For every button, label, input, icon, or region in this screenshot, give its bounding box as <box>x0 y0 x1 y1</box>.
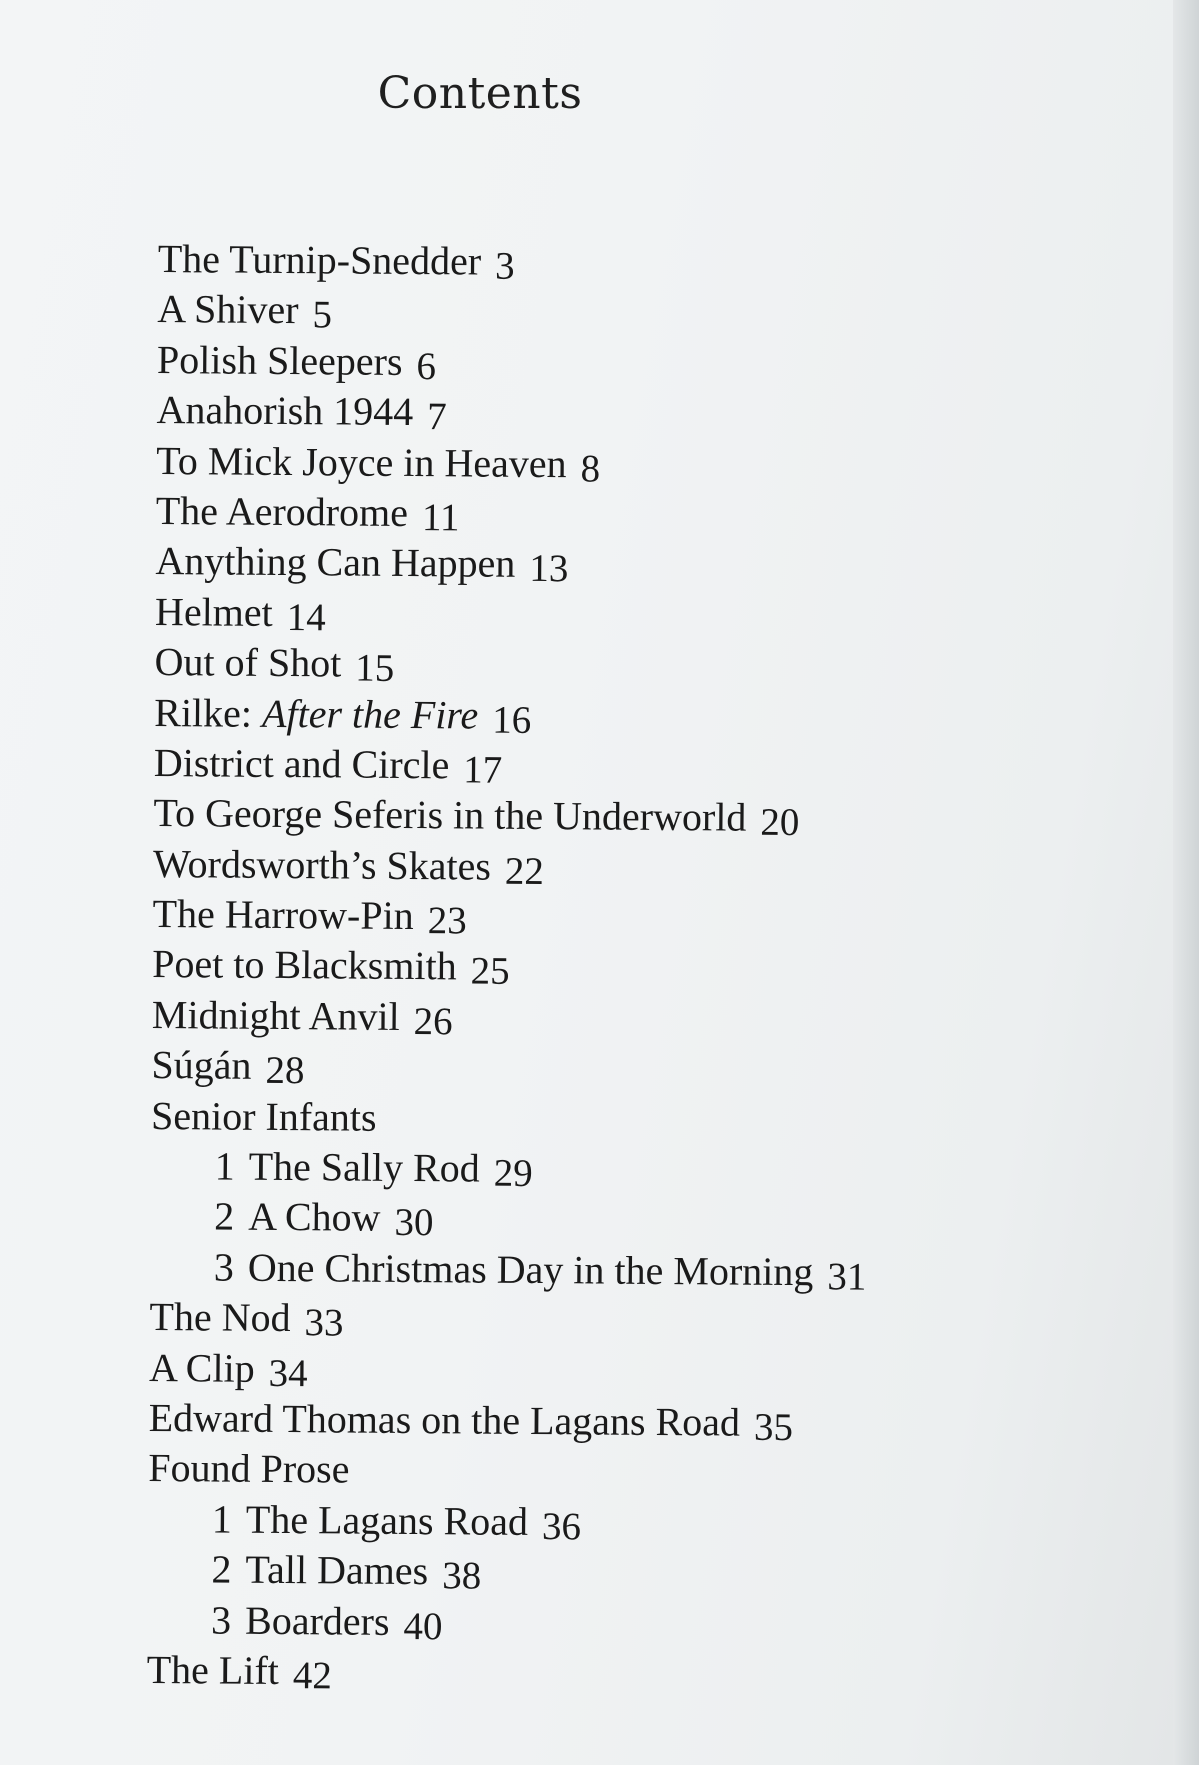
toc-entry <box>149 1292 1069 1350</box>
toc-entry <box>153 839 1073 897</box>
entry-page-number: 13 <box>529 547 569 591</box>
toc-entry <box>154 738 1074 796</box>
entry-page-number: 30 <box>394 1201 434 1245</box>
entry-page-number: 3 <box>494 244 515 288</box>
entry-title: A Clip <box>148 1344 255 1391</box>
section-title: Found Prose <box>148 1445 350 1492</box>
subentry-number: 1 <box>211 1496 233 1542</box>
entry-page-number: 31 <box>827 1255 867 1299</box>
toc-subentry <box>147 1544 1067 1602</box>
toc-subentry <box>150 1242 1070 1300</box>
entry-title: Tall Dames <box>245 1546 429 1594</box>
entry-page-number: 6 <box>416 344 437 388</box>
toc-entry <box>147 1645 1067 1703</box>
entry-title: To Mick Joyce in Heaven <box>156 437 567 486</box>
toc-entry <box>157 284 1077 342</box>
subentry-number: 2 <box>211 1546 232 1592</box>
contents-heading: Contents <box>377 68 583 119</box>
entry-title: The Aerodrome <box>155 487 409 535</box>
toc-section <box>148 1443 1068 1501</box>
entry-page-number: 36 <box>541 1504 582 1549</box>
entry-title: A Chow <box>248 1194 381 1241</box>
toc-subentry <box>148 1494 1068 1552</box>
entry-title: A Shiver <box>157 286 299 333</box>
entry-title: Edward Thomas on the Lagans Road <box>148 1394 741 1445</box>
entry-page-number: 17 <box>463 748 503 792</box>
toc-entry <box>152 889 1072 947</box>
entry-page-number: 5 <box>312 293 333 337</box>
entry-title: The Harrow-Pin <box>152 891 414 939</box>
entry-title: The Turnip-Snedder <box>157 235 482 284</box>
toc-entry <box>156 486 1076 544</box>
entry-title: Rilke: <box>154 689 253 736</box>
subentry-number: 2 <box>214 1193 235 1240</box>
entry-page-number: 22 <box>504 849 545 893</box>
toc-subentry <box>147 1595 1067 1653</box>
toc-entry <box>156 436 1076 494</box>
entry-title: Polish Sleepers <box>156 336 403 384</box>
entry-page-number: 35 <box>753 1405 794 1450</box>
toc-entry <box>157 335 1077 393</box>
toc-entry <box>156 385 1076 443</box>
toc-entry <box>155 587 1075 645</box>
entry-page-number: 40 <box>403 1604 443 1648</box>
entry-title: One Christmas Day in the Morning <box>247 1244 814 1294</box>
entry-title: Súgán <box>151 1042 252 1089</box>
subentry-number: 3 <box>210 1597 232 1643</box>
toc-entry <box>152 990 1072 1048</box>
entry-title: Midnight Anvil <box>151 991 400 1039</box>
toc-entry <box>158 234 1078 292</box>
entry-page-number: 8 <box>580 446 601 491</box>
entry-title: The Lagans Road <box>245 1496 529 1544</box>
entry-title: The Nod <box>149 1294 291 1341</box>
toc-entry <box>151 1040 1071 1098</box>
entry-page-number: 29 <box>493 1151 533 1196</box>
subentry-number: 1 <box>214 1143 235 1189</box>
entry-page-number: 42 <box>292 1654 333 1698</box>
entry-page-number: 23 <box>427 899 467 943</box>
entry-title: Anahorish 1944 <box>156 387 414 435</box>
toc-entry <box>154 637 1074 695</box>
entry-page-number: 7 <box>427 395 447 439</box>
toc-entry <box>155 536 1075 594</box>
entry-title-italic: After the Fire <box>261 690 479 738</box>
toc-subentry <box>150 1141 1070 1199</box>
toc-entry <box>149 1393 1069 1451</box>
entry-page-number: 26 <box>413 999 453 1044</box>
entry-title: The Sally Rod <box>248 1143 480 1191</box>
entry-title: Out of Shot <box>154 639 342 686</box>
toc-entry <box>149 1343 1069 1401</box>
entry-title: Boarders <box>244 1597 390 1644</box>
entry-title: Helmet <box>154 588 273 635</box>
entry-page-number: 16 <box>492 698 532 742</box>
entry-title: To George Seferis in the Underworld <box>153 790 747 840</box>
entry-page-number: 33 <box>304 1301 344 1345</box>
section-title: Senior Infants <box>150 1092 377 1140</box>
entry-title: Poet to Blacksmith <box>152 941 457 989</box>
entry-title: The Lift <box>146 1646 280 1693</box>
entry-page-number: 11 <box>421 496 460 540</box>
entry-page-number: 25 <box>470 949 510 994</box>
entry-page-number: 20 <box>760 801 800 845</box>
entry-page-number: 14 <box>286 595 326 640</box>
toc-subentry <box>150 1191 1070 1249</box>
entry-title: District and Circle <box>153 739 450 788</box>
toc-entry <box>153 788 1073 846</box>
toc-entry <box>152 939 1072 997</box>
entry-page-number: 28 <box>265 1049 305 1093</box>
entry-title: Wordsworth’s Skates <box>152 840 492 889</box>
entry-page-number: 34 <box>268 1351 308 1395</box>
entry-page-number: 15 <box>355 646 395 690</box>
subentry-number: 3 <box>213 1244 235 1290</box>
entry-title: Anything Can Happen <box>155 538 516 587</box>
contents-list <box>147 234 1078 1703</box>
entry-page-number: 38 <box>442 1554 482 1598</box>
toc-section <box>151 1091 1071 1149</box>
toc-entry <box>154 688 1074 746</box>
page-edge-shadow <box>1173 0 1199 1765</box>
